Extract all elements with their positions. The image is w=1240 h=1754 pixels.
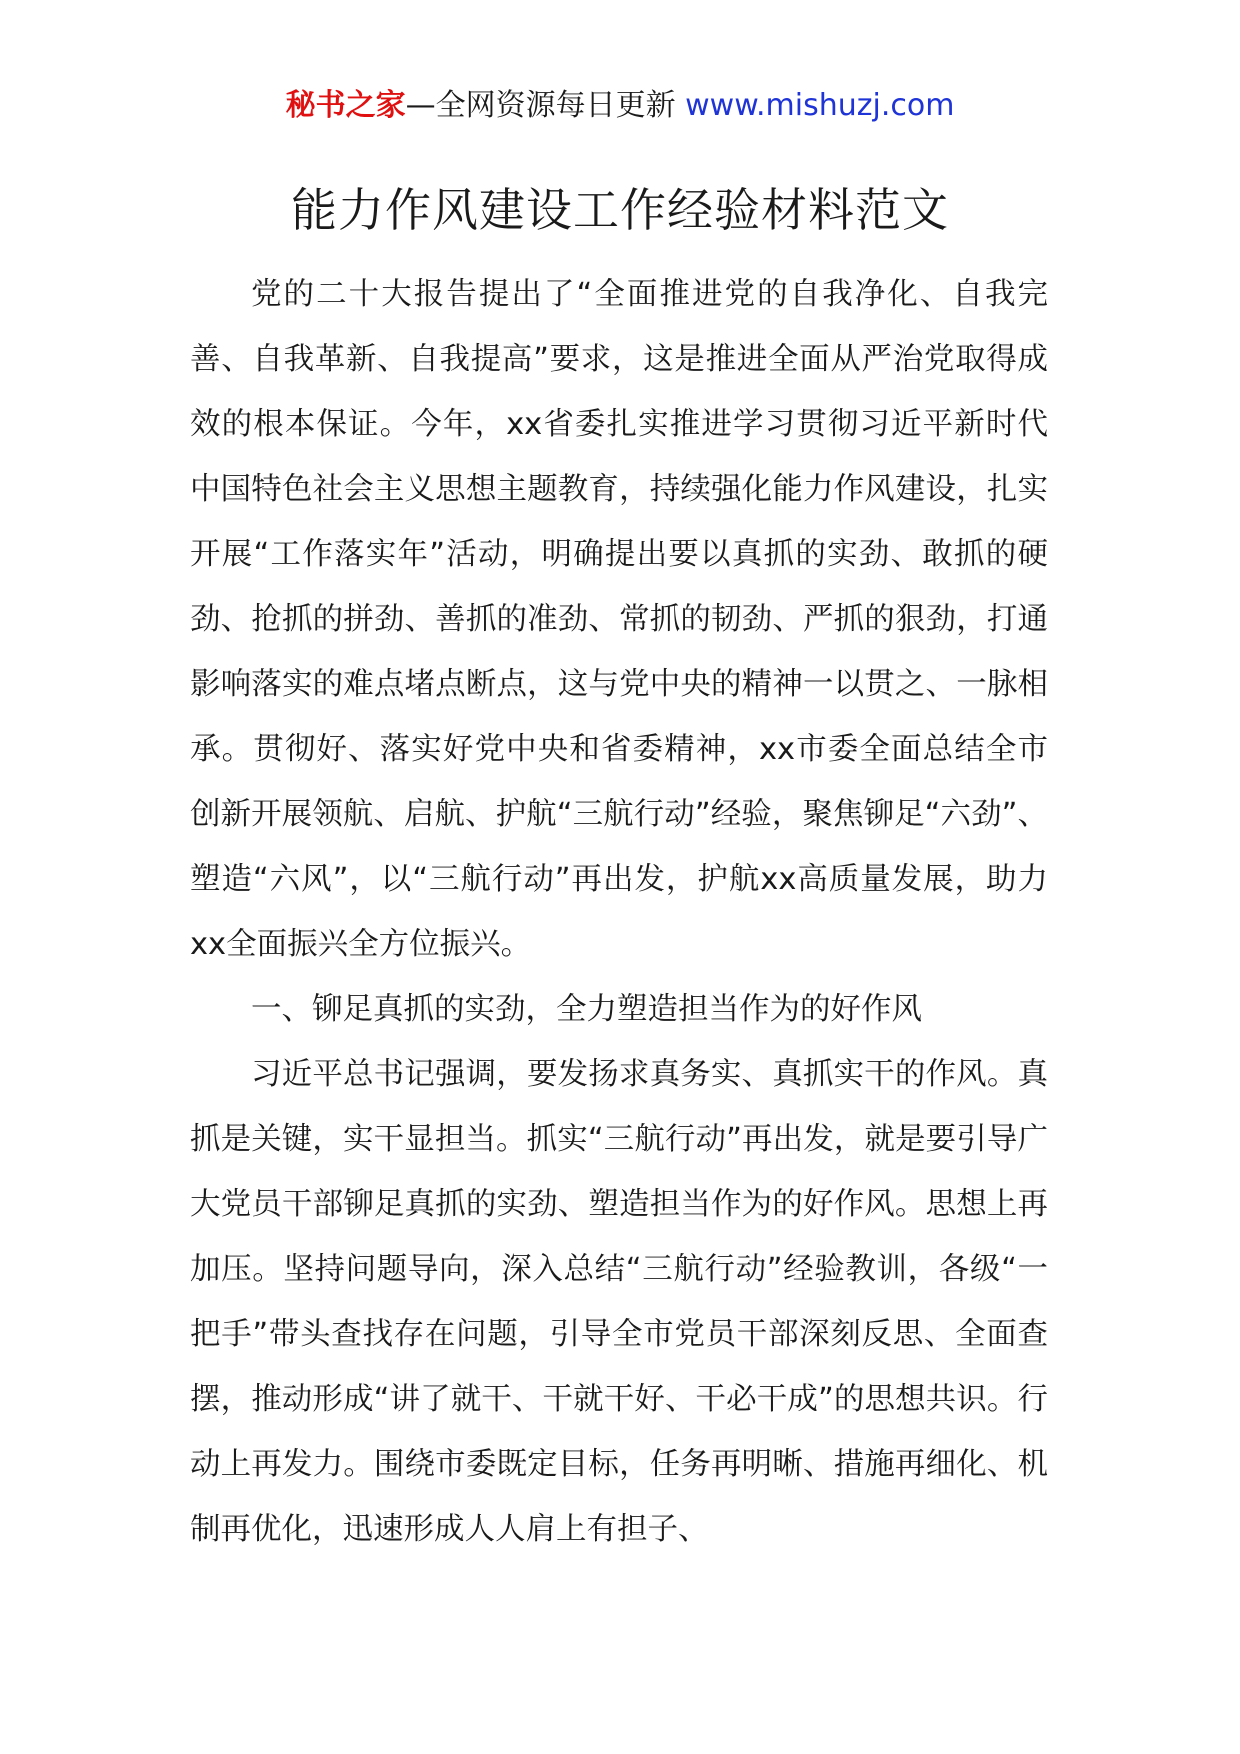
site-slogan: —全网资源每日更新 [405, 88, 676, 123]
intro-paragraph: 党的二十大报告提出了“全面推进党的自我净化、自我完善、自我革新、自我提高”要求，这是推进全面从严治党取得成效的根本保证。今年，xx省委扎实推进学习贯彻习近平新时代中国特色社会主义思想主题教育，持续强化能力作风建设，扎实开展“工作落实年”活动，明确提出要以真抓的实劲、敢抓的硬劲、抢抓的拼劲、善抓的准劲、常抓的韧劲、严抓的狠劲，打通影响落实的难点堵点断点，这与党中央的精神一以贯之、一脉相承。贯彻好、落实好党中央和省委精神，xx市委全面总结全市创新开展领航、启航、护航“三航行动”经验，聚焦铆足“六劲”、塑造“六风”，以“三航行动”再出发，护航xx高质量发展，助力xx全面振兴全方位振兴。 [190, 277, 1048, 962]
section-heading: 一、铆足真抓的实劲，全力塑造担当作为的好作风 [251, 992, 922, 1027]
section-paragraph: 习近平总书记强调，要发扬求真务实、真抓实干的作风。真抓是关键，实干显担当。抓实“三航行动”再出发，就是要引导广大党员干部铆足真抓的实劲、塑造担当作为的好作风。思想上再加压。坚持问题导向，深入总结“三航行动”经验教训，各级“一把手”带头查找存在问题，引导全市党员干部深刻反思、全面查摆，推动形成“讲了就干、干就干好、干必干成”的思想共识。行动上再发力。围绕市委既定目标，任务再明晰、措施再细化、机制再优化，迅速形成人人肩上有担子、 [190, 1057, 1048, 1547]
site-header [0, 86, 1240, 126]
document-body [190, 262, 1048, 1562]
site-brand: 秘书之家 [285, 88, 406, 123]
document-title: 能力作风建设工作经验材料范文 [291, 183, 949, 237]
site-url-link[interactable]: www.mishuzj.com [685, 88, 955, 123]
